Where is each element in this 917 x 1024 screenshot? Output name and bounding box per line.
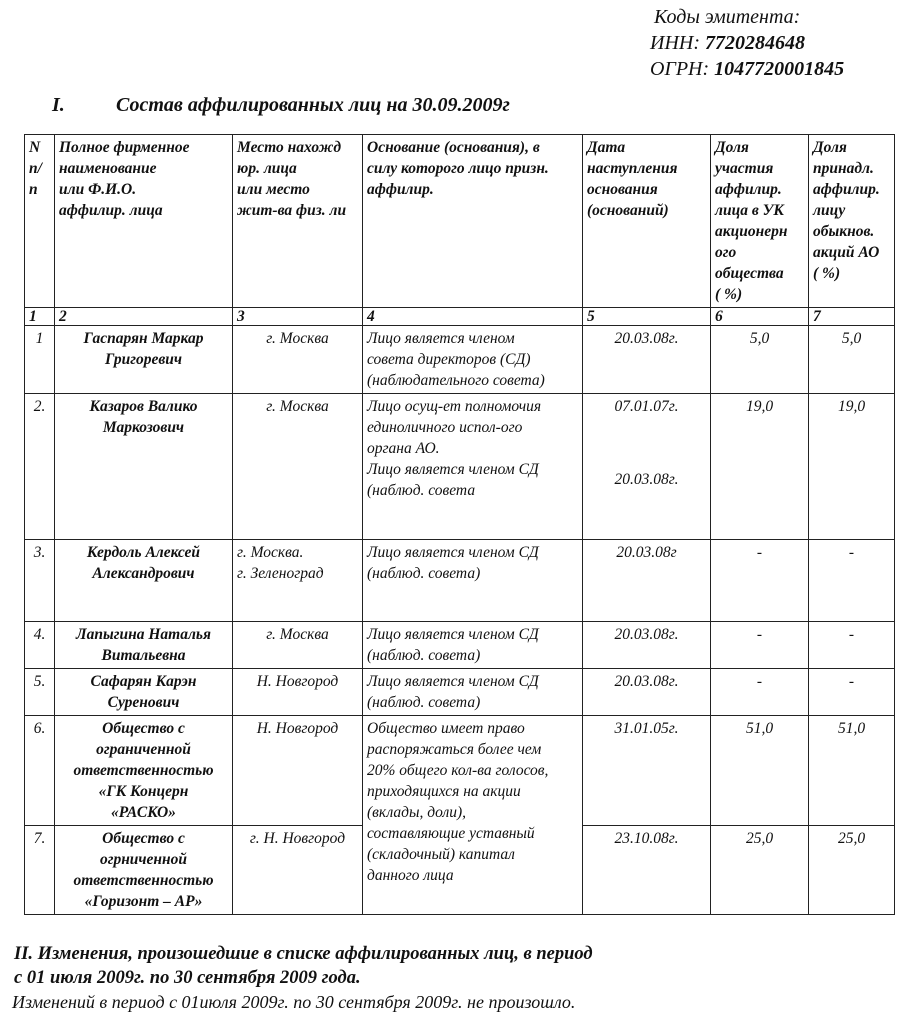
row-place xyxy=(233,669,363,716)
text-line: аффилир. xyxy=(715,181,782,198)
row-basis xyxy=(363,669,583,716)
section2-title-line1: II. Изменения, произошедшие в списке аффилированных лиц, в период xyxy=(14,944,593,964)
text-line: Лицо является членом xyxy=(367,330,515,347)
row-share-uk: 19,0 xyxy=(711,394,809,540)
text-line: «РАСКО» xyxy=(111,804,176,821)
row-name xyxy=(55,826,233,915)
text-line: Общество имеет право xyxy=(367,720,525,737)
section1-number: I. xyxy=(52,94,65,116)
text-line: или место xyxy=(237,181,310,198)
row-share-uk: 5,0 xyxy=(711,326,809,394)
row-num: 3. xyxy=(25,540,55,622)
table-row xyxy=(25,540,895,622)
text-line: г. Москва xyxy=(266,626,329,643)
text-line: Маркозович xyxy=(102,419,185,436)
section2-heading xyxy=(14,942,593,990)
text-line: Основание (основания), в xyxy=(367,139,540,156)
row-share-shares: - xyxy=(809,669,895,716)
text-line: органа АО. xyxy=(367,440,440,457)
row-share-uk: 25,0 xyxy=(711,826,809,915)
row-num: 1 xyxy=(25,326,55,394)
text-line: N xyxy=(29,139,41,156)
text-line: «Горизонт – АР» xyxy=(84,893,203,910)
row-share-uk: - xyxy=(711,669,809,716)
text-line: п/ xyxy=(29,160,42,177)
row-share-shares: 19,0 xyxy=(809,394,895,540)
text-line: Лицо является членом СД xyxy=(367,626,539,643)
text-line: г. Москва xyxy=(266,330,329,347)
row-num: 7. xyxy=(25,826,55,915)
table-row xyxy=(25,326,895,394)
row-date: 20.03.08г xyxy=(583,540,711,622)
text-line: г. Н. Новгород xyxy=(249,830,346,847)
row-share-shares: 5,0 xyxy=(809,326,895,394)
text-line: ого xyxy=(715,244,737,261)
header-col-1 xyxy=(25,135,55,308)
colnum-1: 1 xyxy=(25,308,55,326)
header-col-3 xyxy=(233,135,363,308)
text-line: Сафарян Карэн xyxy=(90,673,197,690)
row-date: 31.01.05г. xyxy=(583,716,711,826)
row-basis xyxy=(363,716,583,915)
table-header-row xyxy=(25,135,895,308)
row-date: 23.10.08г. xyxy=(583,826,711,915)
colnum-5: 5 xyxy=(583,308,711,326)
row-num: 2. xyxy=(25,394,55,540)
text-line: (складочный) капитал xyxy=(367,846,515,863)
text-line: Дата xyxy=(587,139,626,156)
ogrn-line xyxy=(650,56,844,82)
text-line: силу которого лицо призн. xyxy=(367,160,549,177)
text-line: участия xyxy=(715,160,774,177)
row-place xyxy=(233,826,363,915)
text-line: акций АО xyxy=(813,244,880,261)
text-line: Доля xyxy=(813,139,847,156)
text-line: г. Зеленоград xyxy=(237,565,324,582)
table-row xyxy=(25,716,895,826)
row-share-shares: 51,0 xyxy=(809,716,895,826)
text-line: «ГК Концерн xyxy=(98,783,189,800)
text-line: ответственностью xyxy=(73,762,214,779)
text-line: Лицо является членом СД xyxy=(367,673,539,690)
text-line: составляющие уставный xyxy=(367,825,535,842)
text-line: Лицо является членом СД xyxy=(367,544,539,561)
ogrn-value: 1047720001845 xyxy=(714,58,845,80)
section1-heading xyxy=(52,94,510,117)
text-line: аффилир. лица xyxy=(59,202,163,219)
row-share-uk: - xyxy=(711,622,809,669)
text-line: наименование xyxy=(59,160,157,177)
header-col-5 xyxy=(583,135,711,308)
text-line: распоряжаться более чем xyxy=(367,741,542,758)
row-date: 20.03.08г. xyxy=(583,622,711,669)
row-name xyxy=(55,716,233,826)
header-col-6 xyxy=(711,135,809,308)
text-line: совета директоров (СД) xyxy=(367,351,531,368)
row-place xyxy=(233,394,363,540)
text-line: Кердоль Алексей xyxy=(86,544,201,561)
text-line: Витальевна xyxy=(101,647,186,664)
codes-title: Коды эмитента: xyxy=(654,6,801,28)
section1-title: Состав аффилированных лиц на 30.09.2009г xyxy=(116,94,510,116)
row-name xyxy=(55,622,233,669)
colnum-6: 6 xyxy=(711,308,809,326)
row-name xyxy=(55,669,233,716)
text-line: (вклады, доли), xyxy=(367,804,466,821)
text-line: единоличного испол-ого xyxy=(367,419,523,436)
text-line: (оснований) xyxy=(587,202,669,219)
row-place xyxy=(233,716,363,826)
text-line: наступления xyxy=(587,160,678,177)
row-share-uk: 51,0 xyxy=(711,716,809,826)
text-line: (наблюдательного совета) xyxy=(367,372,545,389)
text-line: (наблюд. совета xyxy=(367,482,476,499)
row-date: 20.03.08г. xyxy=(583,669,711,716)
text-line: принадл. xyxy=(813,160,874,177)
row-place xyxy=(233,326,363,394)
column-number-row xyxy=(25,308,895,326)
text-line: лица в УК xyxy=(715,202,784,219)
text-line: Казаров Валико xyxy=(89,398,198,415)
text-line: Полное фирменное xyxy=(59,139,190,156)
text-line: приходящихся на акции xyxy=(367,783,521,800)
text-line: г. Москва xyxy=(266,398,329,415)
text-line: Лицо является членом СД xyxy=(367,461,539,478)
row-date-cell xyxy=(583,394,711,540)
row-name xyxy=(55,326,233,394)
colnum-3: 3 xyxy=(233,308,363,326)
text-line: г. Москва. xyxy=(237,544,304,561)
row-basis xyxy=(363,394,583,540)
text-line: Общество с xyxy=(102,720,185,737)
text-line: (наблюд. совета) xyxy=(367,694,481,711)
table-row xyxy=(25,669,895,716)
text-line: Общество с xyxy=(102,830,185,847)
row-share-shares: - xyxy=(809,540,895,622)
table-row xyxy=(25,394,895,540)
text-line: 20% общего кол-ва голосов, xyxy=(367,762,549,779)
text-line: п xyxy=(29,181,38,198)
row-share-uk: - xyxy=(711,540,809,622)
header-col-7 xyxy=(809,135,895,308)
text-line: ответственностью xyxy=(73,872,214,889)
row-date: 07.01.07г. xyxy=(614,398,679,415)
text-line: (наблюд. совета) xyxy=(367,647,481,664)
section2-title-line2: с 01 июля 2009г. по 30 сентября 2009 года. xyxy=(14,968,361,988)
text-line: акционерн xyxy=(715,223,788,240)
text-line: Гаспарян Маркар xyxy=(83,330,204,347)
text-line: аффилир. xyxy=(367,181,434,198)
row-name xyxy=(55,540,233,622)
text-line: основания xyxy=(587,181,658,198)
text-line: Суренович xyxy=(107,694,180,711)
text-line: аффилир. xyxy=(813,181,880,198)
header-col-2 xyxy=(55,135,233,308)
row-basis xyxy=(363,326,583,394)
text-line: Н. Новгород xyxy=(256,673,339,690)
header-col-4 xyxy=(363,135,583,308)
text-line: обыкнов. xyxy=(813,223,875,240)
row-basis xyxy=(363,622,583,669)
row-num: 6. xyxy=(25,716,55,826)
text-line: огрниченной xyxy=(99,851,188,868)
row-num: 4. xyxy=(25,622,55,669)
row-name xyxy=(55,394,233,540)
text-line: Александрович xyxy=(92,565,195,582)
text-line: лицу xyxy=(813,202,846,219)
text-line: Место нахожд xyxy=(237,139,342,156)
row-place xyxy=(233,540,363,622)
table-row xyxy=(25,622,895,669)
text-line: (наблюд. совета) xyxy=(367,565,481,582)
text-line: общества xyxy=(715,265,784,282)
text-line: Н. Новгород xyxy=(256,720,339,737)
row-share-shares: - xyxy=(809,622,895,669)
row-num: 5. xyxy=(25,669,55,716)
text-line: ( %) xyxy=(715,286,743,303)
ogrn-label: ОГРН: xyxy=(650,58,710,80)
row-place xyxy=(233,622,363,669)
colnum-2: 2 xyxy=(55,308,233,326)
issuer-codes xyxy=(650,4,844,82)
text-line: ( %) xyxy=(813,265,841,282)
text-line: Доля xyxy=(715,139,749,156)
text-line: или Ф.И.О. xyxy=(59,181,137,198)
inn-label: ИНН: xyxy=(650,32,700,54)
text-line: жит-ва физ. ли xyxy=(237,202,347,219)
text-line: юр. лица xyxy=(237,160,297,177)
text-line: Лапыгина Наталья xyxy=(76,626,211,643)
row-date: 20.03.08г. xyxy=(583,326,711,394)
inn-value: 7720284648 xyxy=(705,32,805,54)
colnum-4: 4 xyxy=(363,308,583,326)
text-line: Григоревич xyxy=(104,351,183,368)
text-line: ограниченной xyxy=(96,741,191,758)
text-line: данного лица xyxy=(367,867,454,884)
colnum-7: 7 xyxy=(809,308,895,326)
row-basis xyxy=(363,540,583,622)
affiliates-table xyxy=(24,134,895,915)
section2-note: Изменений в период с 01июля 2009г. по 30 сентября 2009г. не произошло. xyxy=(12,992,576,1012)
row-date-2: 20.03.08г. xyxy=(614,471,679,488)
inn-line xyxy=(650,30,844,56)
text-line: Лицо осущ-ет полномочия xyxy=(367,398,542,415)
row-share-shares: 25,0 xyxy=(809,826,895,915)
